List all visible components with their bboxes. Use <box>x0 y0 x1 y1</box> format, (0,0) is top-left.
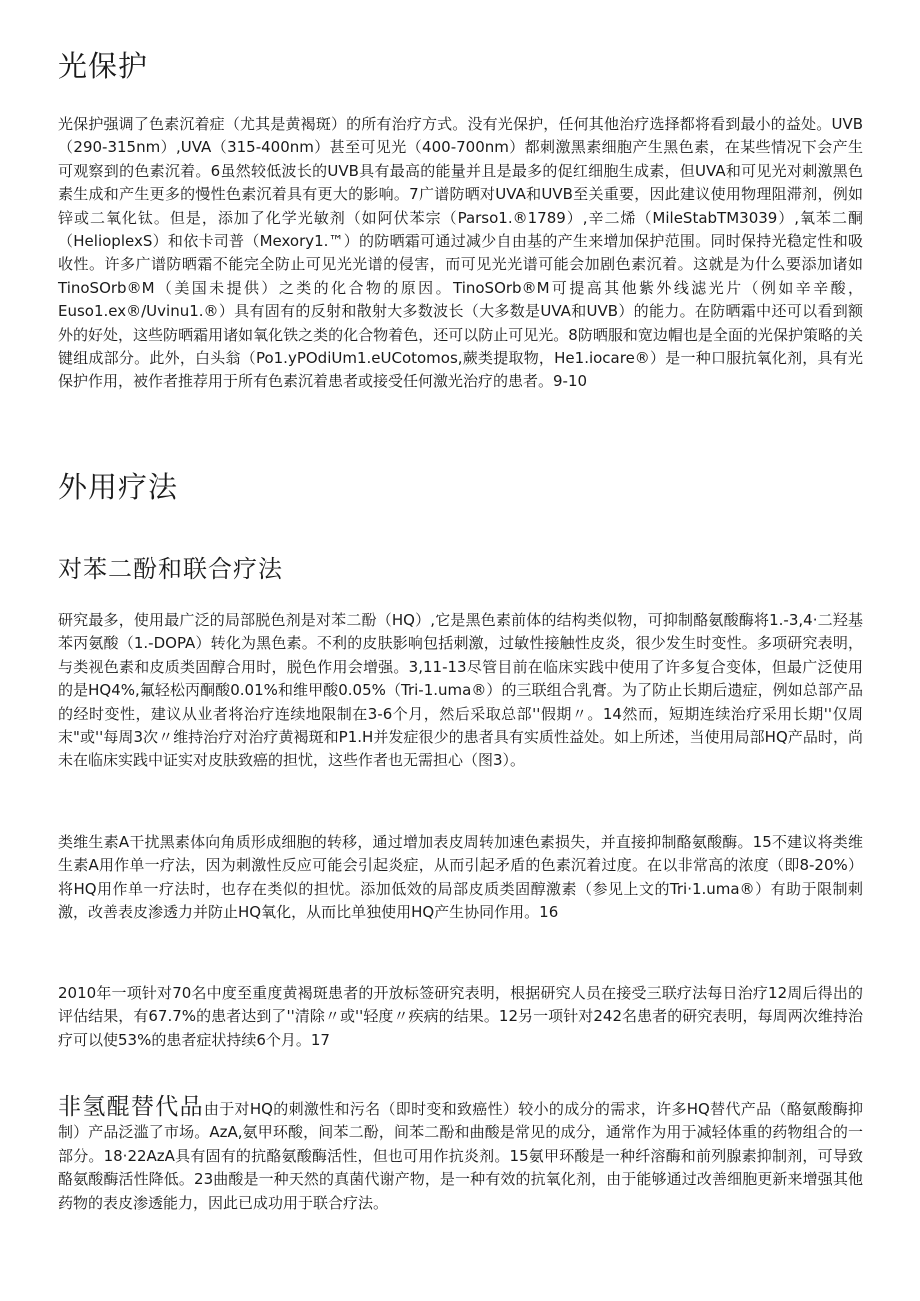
heading-non-hq-alternatives: 非氢醌替代品 <box>58 1094 204 1120</box>
paragraph-photoprotection: 光保护强调了色素沉着症（尤其是黄褐斑）的所有治疗方式。没有光保护，任何其他治疗选择都将看到最小的益处。UVB（290-315nm）,UVA（315-400nm）甚至可见光（400-700nm）都刺激黑素细胞产生黑色素，在某些情况下会产生可观察到的色素沉着。6虽然较低波长的UVB具有最高的能量并且是最多的促红细胞生成素，但UVA和可见光对刺激黑色素生成和产生更多的慢性色素沉着具有更大的影响。7广谱防晒对UVA和UVB至关重要，因此建议使用物理阻滞剂，例如锌或二氧化钛。但是，添加了化学光敏剂（如阿伏苯宗（Parso1.®1789）,辛二烯（MileStabTM3039）,氧苯二酮（HelioplexS）和依卡司普（Mexory1.™）的防晒霜可通过减少自由基的产生来增加保护范围。同时保持光稳定性和吸收性。许多广谱防晒霜不能完全防止可见光光谱的侵害，而可见光光谱可能会加剧色素沉着。这就是为什么要添加诸如TinoSOrb®M（美国未提供）之类的化合物的原因。TinoSOrb®M可提高其他紫外线滤光片（例如辛辛酸，Euso1.ex®/Uvinu1.®）具有固有的反射和散射大多数波长（大多数是UVA和UVB）的能力。在防晒霜中还可以看到额外的好处，这些防晒霜用诸如氧化铁之类的化合物着色，还可以防止可见光。8防晒服和宽边帽也是全面的光保护策略的关键组成部分。此外，白头翁（Po1.yPOdiUm1.eUCotomos,蕨类提取物，He1.iocare®）是一种口服抗氧化剂，具有光保护作用，被作者推荐用于所有色素沉着患者或接受任何激光治疗的患者。9-10 <box>58 115 863 391</box>
paragraph-hq-2: 类维生素A干扰黑素体向角质形成细胞的转移，通过增加表皮周转加速色素损失，并直接抑制酪氨酸酶。15不建议将类维生素A用作单一疗法，因为刺激性反应可能会引起炎症，从而引起矛盾的色素沉着过度。在以非常高的浓度（即8-20%）将HQ用作单一疗法时，也存在类似的担忧。添加低效的局部皮质类固醇激素（参见上文的Tri·1.uma®）有助于限制刺激，改善表皮渗透力并防止HQ氧化，从而比单独使用HQ产生协同作用。16 <box>58 833 863 922</box>
paragraph-non-hq-text: 由于对HQ的刺激性和污名（即时变和致癌性）较小的成分的需求，许多HQ替代产品（酪氨酸酶抑制）产品泛滥了市场。AzA,氨甲环酸，间苯二酚，间苯二酚和曲酸是常见的成分，通常作为用于减轻体重的药物组合的一部分。18·22AzA具有固有的抗酪氨酸酶活性，但也可用作抗炎剂。15氨甲环酸是一种纤溶酶和前列腺素抑制剂，可导致酪氨酸酶活性降低。23曲酸是一种天然的真菌代谢产物，是一种有效的抗氧化剂，由于能够通过改善细胞更新来增强其他药物的表皮渗透能力，因此已成功用于联合疗法。 <box>58 1100 864 1212</box>
paragraph-hq-1: 研究最多，使用最广泛的局部脱色剂是对苯二酚（HQ）,它是黑色素前体的结构类似物，可抑制酪氨酸酶将1.-3,4·二羟基苯丙氨酸（1.-DOPA）转化为黑色素。不利的皮肤影响包括刺激，过敏性接触性皮炎，很少发生时变性。多项研究表明，与类视色素和皮质类固醇合用时，脱色作用会增强。3,11-13尽管目前在临床实践中使用了许多复合变体，但最广泛使用的是HQ4%,氟轻松丙酮酸0.01%和维甲酸0.05%（Tri-1.uma®）的三联组合乳膏。为了防止长期后遗症，例如总部产品的经时变性，建议从业者将治疗连续地限制在3-6个月，然后采取总部''假期〃。14然而，短期连续治疗采用长期''仅周末"或''每周3次〃维持治疗对治疗黄褐斑和P1.H并发症很少的患者具有实质性益处。如上所述，当使用局部HQ产品时，尚未在临床实践中证实对皮肤致癌的担忧，这些作者也无需担心（图3）。 <box>58 611 863 770</box>
heading-photoprotection: 光保护 <box>58 49 149 83</box>
paragraph-hq-3: 2010年一项针对70名中度至重度黄褐斑患者的开放标签研究表明，根据研究人员在接受三联疗法每日治疗12周后得出的评估结果，有67.7%的患者达到了''清除〃或''轻度〃疾病的结果。12另一项针对242名患者的研究表明，每周两次维持治疗可以使53%的患者症状持续6个月。17 <box>58 984 863 1049</box>
heading-hq-combination: 对苯二酚和联合疗法 <box>58 555 283 583</box>
heading-topical-therapy: 外用疗法 <box>58 470 179 504</box>
paragraph-non-hq <box>58 1096 863 1215</box>
